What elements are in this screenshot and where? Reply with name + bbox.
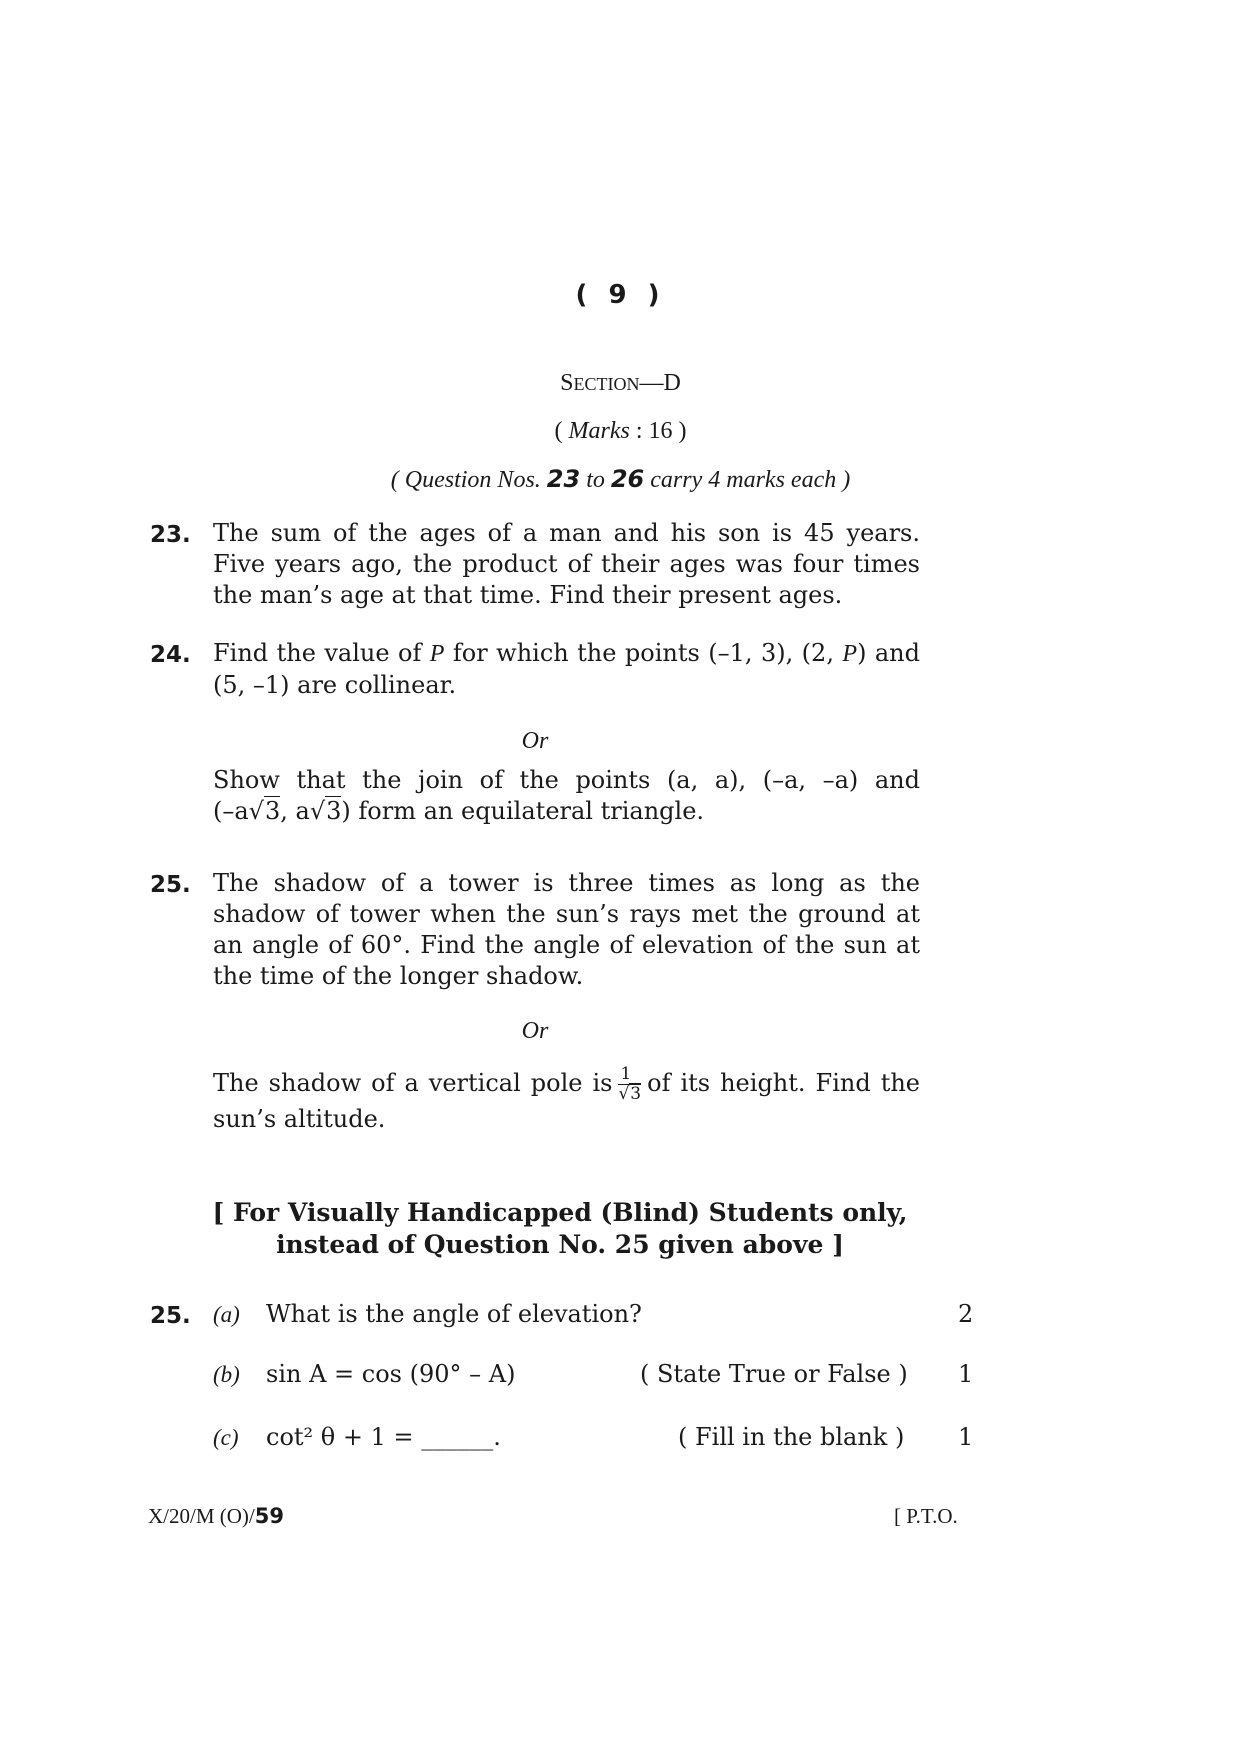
marks-open: ( bbox=[554, 418, 569, 444]
notice-line-1: [ For Visually Handicapped (Blind) Students only, bbox=[212, 1198, 908, 1227]
q25-alt-line-1 bbox=[213, 1065, 920, 1104]
q25-line-1: The shadow of a tower is three times as long as the bbox=[213, 869, 920, 897]
q25-alt-b: of its height. Find the bbox=[647, 1069, 920, 1097]
range-pre: ( Question Nos. bbox=[390, 467, 547, 493]
paper-code-prefix: X/20/M (O)/ bbox=[148, 1504, 255, 1528]
q24-l1b: for which the points (–1, 3), (2, bbox=[444, 639, 843, 667]
q23-line-2: Five years ago, the product of their ages was four times bbox=[213, 550, 920, 578]
q24-alt-l2a: (–a bbox=[213, 797, 249, 825]
part-b-marks: 1 bbox=[958, 1360, 974, 1388]
part-b-label: (b) bbox=[213, 1362, 240, 1387]
q24-var-p: P bbox=[429, 641, 445, 667]
q25-or: Or bbox=[521, 1018, 549, 1044]
q25-text bbox=[213, 868, 920, 992]
part-b-hint: ( State True or False ) bbox=[640, 1360, 908, 1388]
q23-number: 23. bbox=[150, 522, 191, 548]
marks-label: Marks bbox=[568, 418, 630, 444]
q24-alt-l2c: ) form an equilateral triangle. bbox=[341, 797, 705, 825]
section-first-letter: S bbox=[560, 370, 574, 396]
q25-alt-text bbox=[213, 1065, 920, 1135]
q24-line-1 bbox=[213, 638, 920, 670]
q24-or: Or bbox=[521, 728, 549, 754]
range-post: carry 4 marks each ) bbox=[644, 467, 851, 493]
question-range-note bbox=[0, 465, 1241, 494]
q24-alt-line-1: Show that the join of the points (a, a), (–a, –a) and bbox=[213, 766, 920, 794]
range-from: 23 bbox=[546, 465, 581, 493]
part-b-text: sin A = cos (90° – A) bbox=[266, 1360, 516, 1388]
section-marks bbox=[0, 418, 1241, 445]
q24-sqrt3-b: 3 bbox=[326, 797, 342, 825]
part-c-hint: ( Fill in the blank ) bbox=[678, 1423, 905, 1451]
please-turn-over: [ P.T.O. bbox=[894, 1504, 958, 1528]
q24-alt-line-2: (–a√3, a√3) form an equilateral triangle. bbox=[213, 797, 705, 825]
q25-number: 25. bbox=[150, 872, 191, 898]
fraction-one-over-root3 bbox=[618, 1065, 641, 1104]
q25-alt-line-2: sun’s altitude. bbox=[213, 1105, 386, 1133]
paper-code bbox=[148, 1504, 284, 1529]
q25-line-3: an angle of 60°. Find the angle of elevation of the sun at bbox=[213, 931, 920, 959]
page-number: ( 9 ) bbox=[575, 280, 666, 310]
notice-line-2: instead of Question No. 25 given above ] bbox=[276, 1230, 844, 1259]
q23-line-3: the man’s age at that time. Find their present ages. bbox=[213, 581, 843, 609]
frac-numerator: 1 bbox=[618, 1065, 641, 1085]
part-a-label: (a) bbox=[213, 1302, 240, 1327]
q24-alt-l2b: , a bbox=[280, 797, 310, 825]
frac-denominator: √3 bbox=[618, 1084, 642, 1104]
q24-var-p2: P bbox=[842, 641, 858, 667]
marks-value: : 16 ) bbox=[629, 418, 687, 444]
q25-blind-number: 25. bbox=[150, 1303, 191, 1329]
range-mid: to bbox=[580, 467, 611, 493]
q25-line-4: the time of the longer shadow. bbox=[213, 962, 584, 990]
section-word: ECTION bbox=[573, 374, 640, 394]
paper-code-number: 59 bbox=[254, 1504, 284, 1528]
part-a-marks: 2 bbox=[958, 1300, 974, 1328]
q24-l1c: ) and bbox=[857, 639, 920, 667]
part-c-marks: 1 bbox=[958, 1423, 974, 1451]
blind-students-notice bbox=[0, 1197, 1120, 1261]
q24-line-2: (5, –1) are collinear. bbox=[213, 671, 457, 699]
q24-text bbox=[213, 638, 920, 701]
q24-sqrt3-a: 3 bbox=[264, 797, 281, 825]
part-c-text: cot² θ + 1 = ______. bbox=[266, 1423, 501, 1451]
q23-text bbox=[213, 518, 920, 611]
q24-alt-text bbox=[213, 765, 920, 827]
part-a-text: What is the angle of elevation? bbox=[266, 1300, 642, 1328]
q24-l1a: Find the value of bbox=[213, 639, 430, 667]
q23-line-1: The sum of the ages of a man and his son is 45 years. bbox=[213, 519, 920, 547]
q25-line-2: shadow of tower when the sun’s rays met the ground at bbox=[213, 900, 920, 928]
range-to: 26 bbox=[610, 465, 645, 493]
q25-alt-a: The shadow of a vertical pole is bbox=[213, 1069, 613, 1097]
section-heading bbox=[0, 370, 1241, 397]
frac-den-value: 3 bbox=[630, 1084, 642, 1104]
part-c-label: (c) bbox=[213, 1425, 239, 1450]
section-letter: —D bbox=[639, 370, 681, 396]
q24-number: 24. bbox=[150, 642, 191, 668]
